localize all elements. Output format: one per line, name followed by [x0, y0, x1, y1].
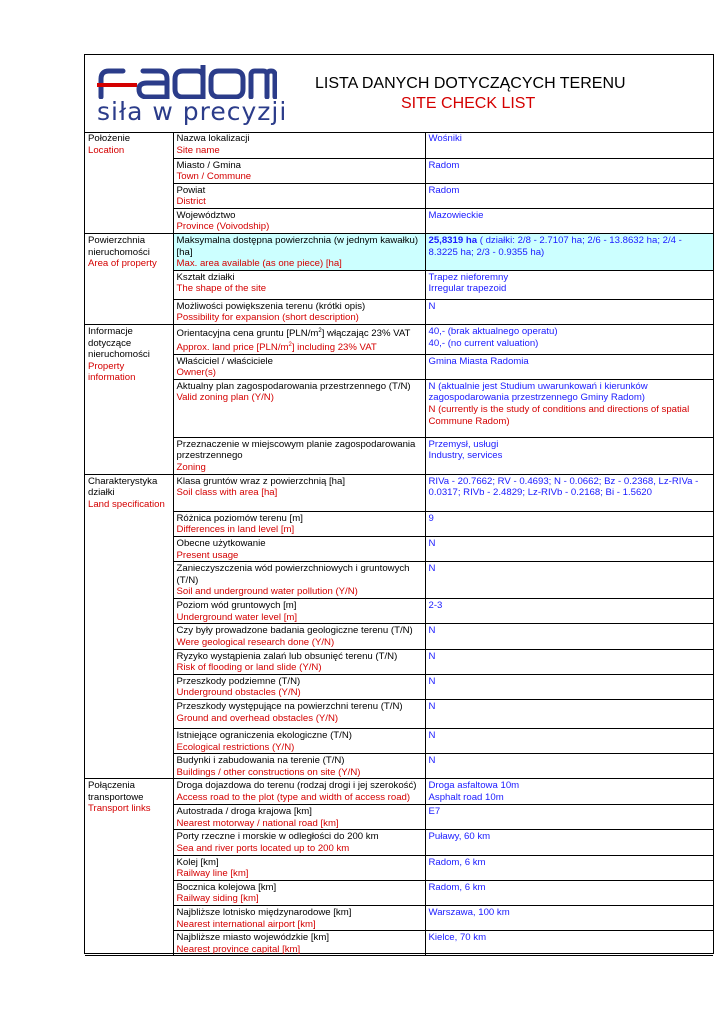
table-row — [85, 474, 713, 511]
value-expansion: N — [425, 299, 713, 324]
value-site-name: Wośniki — [425, 132, 713, 158]
table-row — [85, 437, 713, 474]
field-overhead-obstacles: Przeszkody występujące na powierzchni terenu (T/N) Ground and overhead obstacles (Y/N) — [173, 699, 425, 728]
value-motorway: E7 — [425, 805, 713, 830]
table-row — [85, 536, 713, 561]
logo-slogan: siła w precyzji — [97, 97, 288, 126]
value-overhead-obstacles: N — [425, 699, 713, 728]
table-row — [85, 779, 713, 805]
table-row — [85, 562, 713, 599]
table-row — [85, 699, 713, 728]
value-max-area: 25,8319 ha ( działki: 2/8 - 2.7107 ha; 2/6 - 13.8632 ha; 2/4 - 8.3225 ha; 2/3 - 0.9355 ha) — [425, 234, 713, 271]
field-motorway: Autostrada / droga krajowa [km] Nearest motorway / national road [km] — [173, 805, 425, 830]
section-property-info: Informacje dotyczące nieruchomości Property information — [85, 325, 173, 475]
section-transport: Połączenia transportowe Transport links — [85, 779, 173, 956]
field-site-name: Nazwa lokalizacji Site name — [173, 132, 425, 158]
table-row — [85, 158, 713, 183]
value-flooding: N — [425, 649, 713, 674]
table-row — [85, 906, 713, 931]
table-row — [85, 728, 713, 753]
value-siding: Radom, 6 km — [425, 880, 713, 905]
table-row — [85, 754, 713, 779]
value-railway: Radom, 6 km — [425, 855, 713, 880]
section-land-spec: Charakterystyka działki Land specification — [85, 474, 173, 779]
table-row — [85, 624, 713, 649]
table-row — [85, 325, 713, 355]
value-zoning-plan: N (aktualnie jest Studium uwarunkowań i kierunków zagospodarowania przestrzennego Gminy Radom) N (currently is the study of conditions and directions of spatial Commune Radom) — [425, 379, 713, 437]
table-row — [85, 208, 713, 233]
field-max-area: Maksymalna dostępna powierzchnia (w jednym kawałku) [ha] Max. area available (as one piece) [ha] — [173, 234, 425, 271]
value-present-usage: N — [425, 536, 713, 561]
table-row — [85, 183, 713, 208]
table-row — [85, 649, 713, 674]
field-soil: Klasa gruntów wraz z powierzchnią [ha] Soil class with area [ha] — [173, 474, 425, 511]
field-zoning: Przeznaczenie w miejscowym planie zagospodarowania przestrzennego Zoning — [173, 437, 425, 474]
value-access-road: Droga asfaltowa 10m Asphalt road 10m — [425, 779, 713, 805]
value-geo-research: N — [425, 624, 713, 649]
field-owner: Właściciel / właściciele Owner(s) — [173, 354, 425, 379]
field-shape: Kształt działki The shape of the site — [173, 270, 425, 299]
table-row — [85, 270, 713, 299]
table-row — [85, 830, 713, 855]
value-water-level: 2-3 — [425, 599, 713, 624]
field-eco: Istniejące ograniczenia ekologiczne (T/N) Ecological restrictions (Y/N) — [173, 728, 425, 753]
document-header — [85, 55, 713, 133]
field-underground-obstacles: Przeszkody podziemne (T/N) Underground obstacles (Y/N) — [173, 674, 425, 699]
value-town: Radom — [425, 158, 713, 183]
field-province: Województwo Province (Voivodship) — [173, 208, 425, 233]
value-airport: Warszawa, 100 km — [425, 906, 713, 931]
table-row — [85, 674, 713, 699]
value-buildings: N — [425, 754, 713, 779]
table-row — [85, 805, 713, 830]
field-expansion: Możliwości powiększenia terenu (krótki opis) Possibility for expansion (short description) — [173, 299, 425, 324]
value-shape: Trapez nieforemny Irregular trapezoid — [425, 270, 713, 299]
field-level-diff: Różnica poziomów terenu [m] Differences in land level [m] — [173, 511, 425, 536]
value-district: Radom — [425, 183, 713, 208]
field-price: Orientacyjna cena gruntu $[PLN/m^2]$ włączając 23% VAT Approx. land price $[PLN/m^2]$ including 23% VAT — [173, 325, 425, 355]
value-ports: Puławy, 60 km — [425, 830, 713, 855]
table-row — [85, 855, 713, 880]
value-owner: Gmina Miasta Radomia — [425, 354, 713, 379]
field-town: Miasto / Gmina Town / Commune — [173, 158, 425, 183]
table-row — [85, 299, 713, 324]
field-water-level: Poziom wód gruntowych [m] Underground water level [m] — [173, 599, 425, 624]
table-row — [85, 599, 713, 624]
field-siding: Bocznica kolejowa [km] Railway siding [km] — [173, 880, 425, 905]
field-buildings: Budynki i zabudowania na terenie (T/N) Buildings / other constructions on site (Y/N) — [173, 754, 425, 779]
value-soil: RIVa - 20.7662; RV - 0.4693; N - 0.0662; Bz - 0.2368, Lz-RIVa - 0.0317; RIVb - 2.4829; Lz-RIVb - 0.2168; Bi - 1.5620 — [425, 474, 713, 511]
value-underground-obstacles: N — [425, 674, 713, 699]
value-eco: N — [425, 728, 713, 753]
table-row — [85, 354, 713, 379]
table-row — [85, 511, 713, 536]
value-province: Mazowieckie — [425, 208, 713, 233]
table-row — [85, 880, 713, 905]
value-pollution: N — [425, 562, 713, 599]
value-capital: Kielce, 70 km — [425, 931, 713, 956]
field-railway: Kolej [km] Railway line [km] — [173, 855, 425, 880]
site-check-list-sheet — [84, 54, 714, 954]
table-row — [85, 234, 713, 271]
field-access-road: Droga dojazdowa do terenu (rodzaj drogi i jej szerokość) Access road to the plot (type and width of access road) — [173, 779, 425, 805]
field-pollution: Zanieczyszczenia wód powierzchniowych i gruntowych (T/N) Soil and underground water pollution (Y/N) — [173, 562, 425, 599]
radom-logo — [97, 65, 277, 99]
table-row — [85, 379, 713, 437]
field-zoning-plan: Aktualny plan zagospodarowania przestrzennego (T/N) Valid zoning plan (Y/N) — [173, 379, 425, 437]
field-flooding: Ryzyko wystąpienia zalań lub obsunięć terenu (T/N) Risk of flooding or land slide (Y/N) — [173, 649, 425, 674]
field-capital: Najbliższe miasto wojewódzkie [km] Nearest province capital [km] — [173, 931, 425, 956]
title-english: SITE CHECK LIST — [401, 95, 536, 112]
table-row — [85, 132, 713, 158]
field-ports: Porty rzeczne i morskie w odległości do 200 km Sea and river ports located up to 200 km — [173, 830, 425, 855]
field-present-usage: Obecne użytkowanie Present usage — [173, 536, 425, 561]
field-airport: Najbliższe lotnisko międzynarodowe [km] Nearest international airport [km] — [173, 906, 425, 931]
value-zoning: Przemysł, usługi Industry, services — [425, 437, 713, 474]
field-district: Powiat District — [173, 183, 425, 208]
section-location: Położenie Location — [85, 132, 173, 234]
value-price: 40,- (brak aktualnego operatu) 40,- (no current valuation) — [425, 325, 713, 355]
table-row — [85, 931, 713, 956]
title-polish: LISTA DANYCH DOTYCZĄCYCH TERENU — [315, 75, 626, 92]
field-geo-research: Czy były prowadzone badania geologiczne terenu (T/N) Were geological research done (Y/N) — [173, 624, 425, 649]
section-area: Powierzchnia nieruchomości Area of property — [85, 234, 173, 325]
value-level-diff: 9 — [425, 511, 713, 536]
site-data-table — [85, 132, 713, 956]
